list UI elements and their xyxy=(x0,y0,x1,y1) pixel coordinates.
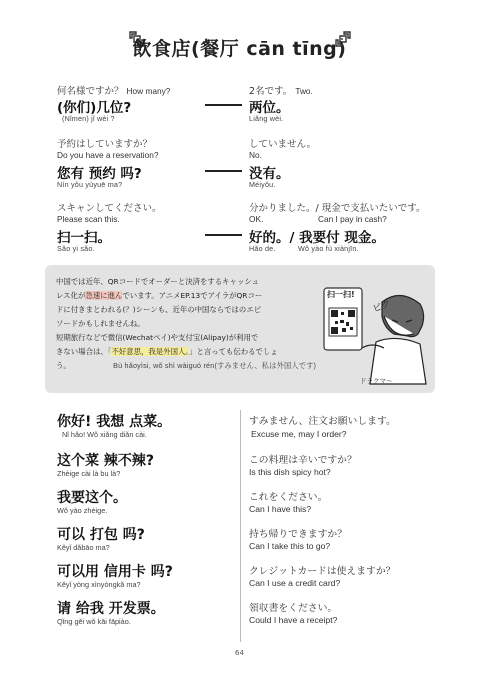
dialog-question-ja: 予約はしていますか？ xyxy=(57,139,153,150)
dialog-answer-zh: 两位。 xyxy=(249,100,290,116)
dialog-answer-zh: 好的。/ 我要付 现金。 xyxy=(249,230,385,246)
dialog-answer-en: Can I pay in cash? xyxy=(318,214,387,224)
note-line: 短期旅行などで微信(Wechatペイ)や支付宝(Alipay)が利用で xyxy=(56,333,259,342)
dialog-connector xyxy=(205,170,242,172)
illustration-caption: ドラクマ〜 xyxy=(360,377,393,385)
page-number: 64 xyxy=(235,649,244,657)
dialog-answer-pinyin: Liǎng wèi. xyxy=(249,114,284,123)
dialog-answer-pinyin: Hǎo de. xyxy=(249,244,276,253)
dialog-question-zh: 您有 预约 吗? xyxy=(57,166,142,182)
phrase-zh: 我要这个。 xyxy=(57,490,127,506)
dialog-question-ja: 何名様ですか？ How many? xyxy=(57,86,171,97)
phrase-ja: 持ち帰りできますか？ xyxy=(249,529,347,540)
note-line: レス化が急速に進んでいます。アニメEP.13でアイラがQRコー xyxy=(56,291,263,300)
phrase-pinyin: Kěyǐ yòng xìnyòngkǎ ma? xyxy=(57,580,141,589)
dialog-connector xyxy=(205,234,242,236)
dialog-question-pinyin: (Nǐmen) jǐ wèi ? xyxy=(62,114,115,123)
dialog-question-en: Do you have a reservation? xyxy=(57,150,159,160)
sfx-text: ピク xyxy=(371,299,392,315)
phrase-zh: 可以 打包 吗? xyxy=(57,527,145,543)
dialog-question-zh: 扫一扫。 xyxy=(57,230,111,246)
dialog-answer-zh: 没有。 xyxy=(249,166,290,182)
dialog-answer-pinyin: Wǒ yào fù xiànjīn. xyxy=(298,244,359,253)
phrase-en: Could I have a receipt? xyxy=(249,615,338,625)
note-line: 中国では近年、QRコードでオーダーと決済をするキャッシュ xyxy=(56,277,259,286)
dialog-answer-pinyin: Méiyǒu. xyxy=(249,180,276,189)
phrase-ja: クレジットカードは使えますか？ xyxy=(249,566,396,577)
column-divider xyxy=(240,410,241,642)
note-line: う。 Bù hǎoyìsi, wǒ shì wàiguó rén(すみません、私は外国人です) xyxy=(56,361,317,370)
dialog-answer-en: OK. xyxy=(249,214,264,224)
page-title: 飲食店(餐厅 cān tīng) xyxy=(132,38,347,60)
dialog-question-zh: (你们)几位? xyxy=(57,100,132,116)
note-line: ソードかもしれませんね。 xyxy=(56,319,145,328)
dialog-question-ja: スキャンしてください。 xyxy=(57,203,162,214)
phrase-zh: 这个菜 辣不辣? xyxy=(57,453,154,469)
dialog-answer-ja: 2名です。 Two. xyxy=(249,86,313,97)
phrase-pinyin: Kěyǐ dǎbāo ma? xyxy=(57,543,110,552)
dialog-answer-ja: していません。 xyxy=(249,139,317,150)
note-line: きない場合は、「不好意思，我是外国人。」と言っても伝わるでしょ xyxy=(56,347,278,356)
phrase-en: Can I have this? xyxy=(249,504,312,514)
phrase-ja: 領収書をください。 xyxy=(249,603,338,614)
phrase-zh: 请 给我 开发票。 xyxy=(57,601,165,617)
dialog-answer-ja: 分かりました。/ 現金で支払いたいです。 xyxy=(249,203,426,214)
phrase-pinyin: Qǐng gěi wǒ kāi fāpiào. xyxy=(57,617,131,626)
phrase-ja: これをください。 xyxy=(249,492,328,503)
dialog-answer-en: No. xyxy=(249,150,262,160)
phrase-pinyin: Wǒ yào zhèige. xyxy=(57,506,108,515)
dialog-question-en: Please scan this. xyxy=(57,214,120,224)
dialog-question-pinyin: Sǎo yi sǎo. xyxy=(57,244,95,253)
phrase-zh: 你好! 我想 点菜。 xyxy=(57,414,172,430)
phrase-en: Can I use a credit card? xyxy=(249,578,341,588)
phrase-en: Excuse me, may I order? xyxy=(251,429,347,439)
dialog-question-pinyin: Nín yǒu yùyuē ma? xyxy=(57,180,123,189)
dialog-connector xyxy=(205,104,242,106)
phrase-zh: 可以用 信用卡 吗? xyxy=(57,564,173,580)
phrase-en: Is this dish spicy hot? xyxy=(249,467,331,477)
phrase-pinyin: Zhèige cài là bu là? xyxy=(57,469,121,478)
note-line: ドに付きまとわれる(？)シーンも、近年の中国ならではのエピ xyxy=(56,305,262,314)
corner-ornament-icon xyxy=(334,30,352,48)
phrase-en: Can I take this to go? xyxy=(249,541,331,551)
qr-sign-label: 扫一扫! xyxy=(327,290,355,299)
phrase-pinyin: Nǐ hǎo! Wǒ xiǎng diǎn cài. xyxy=(62,430,147,439)
phrase-ja: すみません、注文お願いします。 xyxy=(249,416,396,427)
phrase-ja: この料理は辛いですか？ xyxy=(249,455,357,466)
